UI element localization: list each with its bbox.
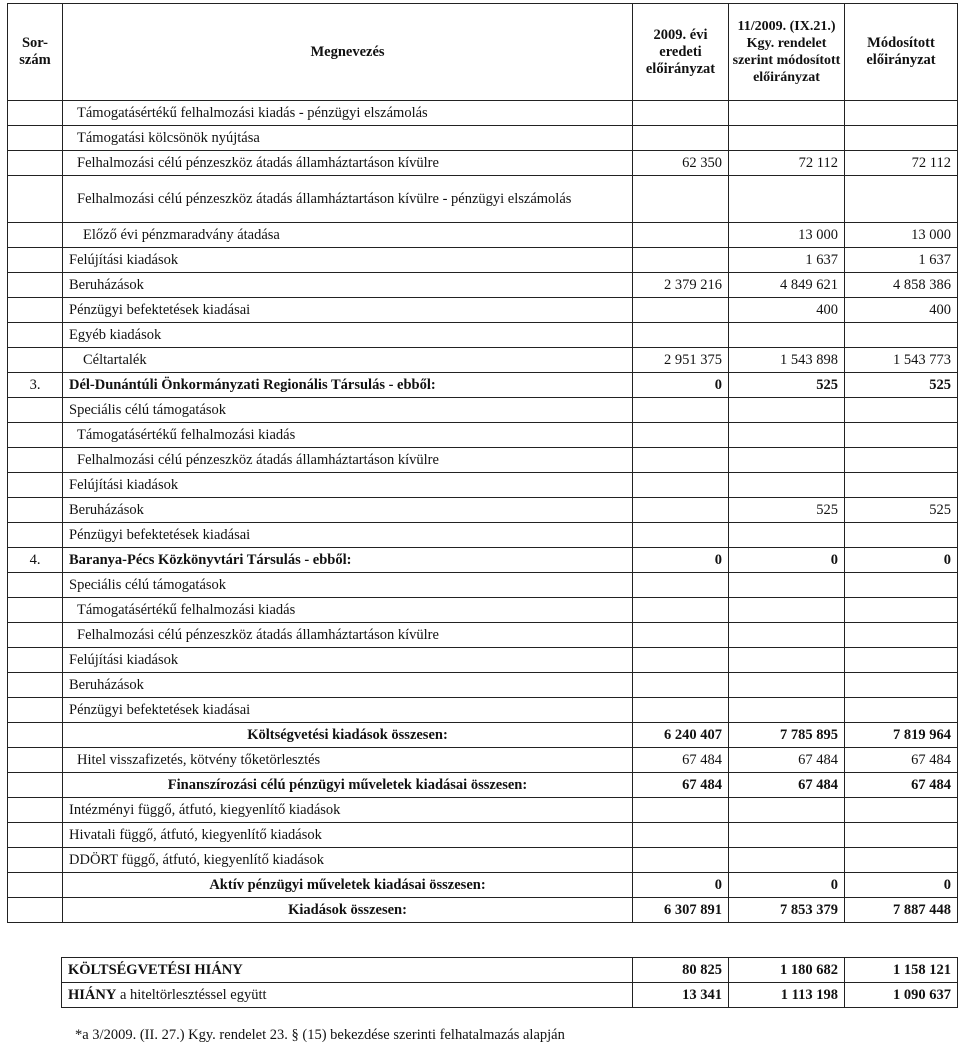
row-label: Aktív pénzügyi műveletek kiadásai összesen: — [63, 873, 633, 898]
value-modositott-rendelet — [729, 798, 845, 823]
footnote: *a 3/2009. (II. 27.) Kgy. rendelet 23. § (15) bekezdése szerinti felhatalmazás alapján — [75, 1027, 565, 1043]
table-row — [8, 848, 958, 873]
deficit-summary-table — [61, 957, 958, 1008]
summary-row — [62, 983, 958, 1008]
value-modositott: 7 887 448 — [845, 898, 958, 923]
row-label: DDÖRT függő, átfutó, kiegyenlítő kiadások — [63, 848, 633, 873]
value-modositott: 67 484 — [845, 773, 958, 798]
value-eredeti: 13 341 — [633, 983, 729, 1008]
row-label: Speciális célú támogatások — [63, 398, 633, 423]
row-number — [8, 323, 63, 348]
value-eredeti — [633, 523, 729, 548]
value-modositott-rendelet: 7 785 895 — [729, 723, 845, 748]
value-eredeti — [633, 398, 729, 423]
table-row — [8, 373, 958, 398]
row-number — [8, 248, 63, 273]
row-number — [8, 398, 63, 423]
row-number — [8, 151, 63, 176]
value-eredeti: 0 — [633, 873, 729, 898]
row-number — [8, 448, 63, 473]
row-label: Felhalmozási célú pénzeszköz átadás államháztartáson kívülre — [63, 448, 633, 473]
row-number — [8, 898, 63, 923]
row-number — [8, 748, 63, 773]
header-megnevezes: Megnevezés — [63, 4, 633, 101]
value-modositott: 0 — [845, 873, 958, 898]
table-row — [8, 823, 958, 848]
value-eredeti: 80 825 — [633, 958, 729, 983]
row-number — [8, 273, 63, 298]
value-modositott: 0 — [845, 548, 958, 573]
row-number — [8, 573, 63, 598]
value-modositott-rendelet — [729, 101, 845, 126]
value-modositott-rendelet — [729, 823, 845, 848]
value-modositott-rendelet: 13 000 — [729, 223, 845, 248]
row-number — [8, 298, 63, 323]
value-eredeti — [633, 176, 729, 223]
value-eredeti — [633, 223, 729, 248]
value-modositott: 400 — [845, 298, 958, 323]
value-modositott — [845, 623, 958, 648]
value-eredeti — [633, 848, 729, 873]
value-modositott-rendelet: 67 484 — [729, 773, 845, 798]
value-modositott — [845, 448, 958, 473]
value-modositott: 4 858 386 — [845, 273, 958, 298]
row-number — [8, 723, 63, 748]
value-modositott: 1 543 773 — [845, 348, 958, 373]
table-row — [8, 498, 958, 523]
table-row — [8, 323, 958, 348]
table-row — [8, 423, 958, 448]
table-row — [8, 448, 958, 473]
row-label: Felújítási kiadások — [63, 648, 633, 673]
value-modositott-rendelet — [729, 473, 845, 498]
value-eredeti — [633, 498, 729, 523]
value-modositott-rendelet: 400 — [729, 298, 845, 323]
value-modositott: 525 — [845, 373, 958, 398]
value-modositott — [845, 823, 958, 848]
header-eredeti: 2009. évi eredeti előirányzat — [633, 4, 729, 101]
value-eredeti: 2 379 216 — [633, 273, 729, 298]
row-number: 3. — [8, 373, 63, 398]
value-modositott — [845, 673, 958, 698]
row-number — [8, 848, 63, 873]
value-modositott-rendelet: 525 — [729, 498, 845, 523]
value-modositott-rendelet: 7 853 379 — [729, 898, 845, 923]
value-eredeti — [633, 248, 729, 273]
value-modositott-rendelet — [729, 573, 845, 598]
row-label: Pénzügyi befektetések kiadásai — [63, 523, 633, 548]
row-label: Támogatási kölcsönök nyújtása — [63, 126, 633, 151]
row-label: Hitel visszafizetés, kötvény tőketörlesztés — [63, 748, 633, 773]
summary-label — [62, 983, 633, 1008]
row-number — [8, 673, 63, 698]
value-modositott — [845, 598, 958, 623]
expenditure-table — [7, 3, 958, 923]
table-row — [8, 598, 958, 623]
row-label: Beruházások — [63, 498, 633, 523]
value-modositott-rendelet — [729, 598, 845, 623]
row-number — [8, 423, 63, 448]
row-number — [8, 623, 63, 648]
row-label: Felújítási kiadások — [63, 473, 633, 498]
value-eredeti: 0 — [633, 548, 729, 573]
row-number — [8, 773, 63, 798]
row-label: Támogatásértékű felhalmozási kiadás — [63, 423, 633, 448]
value-modositott-rendelet: 0 — [729, 548, 845, 573]
table-row — [8, 101, 958, 126]
value-eredeti — [633, 473, 729, 498]
table-row — [8, 473, 958, 498]
row-number — [8, 126, 63, 151]
value-eredeti — [633, 573, 729, 598]
value-modositott — [845, 176, 958, 223]
table-row — [8, 548, 958, 573]
row-label: Speciális célú támogatások — [63, 573, 633, 598]
row-number — [8, 648, 63, 673]
header-modositott: Módosított előirányzat — [845, 4, 958, 101]
value-modositott-rendelet — [729, 423, 845, 448]
summary-label-rest: a hiteltörlesztéssel együtt — [116, 987, 267, 1003]
value-eredeti — [633, 823, 729, 848]
row-label: Előző évi pénzmaradvány átadása — [63, 223, 633, 248]
row-label: Céltartalék — [63, 348, 633, 373]
row-number — [8, 498, 63, 523]
value-modositott-rendelet — [729, 523, 845, 548]
value-modositott — [845, 798, 958, 823]
value-modositott — [845, 473, 958, 498]
value-modositott-rendelet: 525 — [729, 373, 845, 398]
row-number — [8, 101, 63, 126]
value-modositott: 13 000 — [845, 223, 958, 248]
table-row — [8, 398, 958, 423]
value-modositott — [845, 423, 958, 448]
value-eredeti: 67 484 — [633, 773, 729, 798]
row-label: Felújítási kiadások — [63, 248, 633, 273]
value-eredeti — [633, 126, 729, 151]
value-modositott: 1 158 121 — [845, 958, 958, 983]
value-eredeti — [633, 673, 729, 698]
value-modositott-rendelet: 4 849 621 — [729, 273, 845, 298]
row-number — [8, 698, 63, 723]
value-modositott: 1 090 637 — [845, 983, 958, 1008]
value-modositott — [845, 573, 958, 598]
summary-label: KÖLTSÉGVETÉSI HIÁNY — [62, 958, 633, 983]
row-label: Pénzügyi befektetések kiadásai — [63, 698, 633, 723]
value-modositott-rendelet: 0 — [729, 873, 845, 898]
table-row — [8, 623, 958, 648]
row-number — [8, 798, 63, 823]
value-modositott-rendelet — [729, 623, 845, 648]
row-label: Felhalmozási célú pénzeszköz átadás államháztartáson kívülre - pénzügyi elszámolás — [63, 176, 633, 223]
value-modositott-rendelet — [729, 698, 845, 723]
table-row — [8, 773, 958, 798]
value-modositott: 7 819 964 — [845, 723, 958, 748]
value-modositott — [845, 126, 958, 151]
value-modositott: 1 637 — [845, 248, 958, 273]
value-eredeti — [633, 598, 729, 623]
table-row — [8, 523, 958, 548]
header-row — [8, 4, 958, 101]
value-eredeti — [633, 698, 729, 723]
row-number — [8, 223, 63, 248]
value-modositott: 72 112 — [845, 151, 958, 176]
value-eredeti — [633, 101, 729, 126]
value-eredeti — [633, 623, 729, 648]
value-modositott-rendelet — [729, 448, 845, 473]
value-eredeti — [633, 298, 729, 323]
table-row — [8, 248, 958, 273]
table-row — [8, 698, 958, 723]
table-row — [8, 648, 958, 673]
table-row — [8, 273, 958, 298]
row-label: Támogatásértékű felhalmozási kiadás - pénzügyi elszámolás — [63, 101, 633, 126]
table-row — [8, 673, 958, 698]
table-row — [8, 573, 958, 598]
row-label: Baranya-Pécs Közkönyvtári Társulás - ebből: — [63, 548, 633, 573]
row-label: Finanszírozási célú pénzügyi műveletek kiadásai összesen: — [63, 773, 633, 798]
row-number — [8, 823, 63, 848]
row-number — [8, 473, 63, 498]
value-modositott — [845, 101, 958, 126]
value-eredeti — [633, 323, 729, 348]
summary-label-bold: HIÁNY — [68, 987, 117, 1003]
value-modositott-rendelet — [729, 673, 845, 698]
row-label: Hivatali függő, átfutó, kiegyenlítő kiadások — [63, 823, 633, 848]
value-modositott-rendelet — [729, 848, 845, 873]
value-modositott-rendelet: 1 543 898 — [729, 348, 845, 373]
row-label: Pénzügyi befektetések kiadásai — [63, 298, 633, 323]
row-label: Felhalmozási célú pénzeszköz átadás államháztartáson kívülre — [63, 151, 633, 176]
table-row — [8, 898, 958, 923]
row-label: Egyéb kiadások — [63, 323, 633, 348]
value-eredeti — [633, 798, 729, 823]
row-label: Dél-Dunántúli Önkormányzati Regionális Társulás - ebből: — [63, 373, 633, 398]
table-row — [8, 298, 958, 323]
row-label: Támogatásértékű felhalmozási kiadás — [63, 598, 633, 623]
table-row — [8, 873, 958, 898]
value-eredeti — [633, 648, 729, 673]
value-modositott-rendelet — [729, 398, 845, 423]
row-number — [8, 523, 63, 548]
value-modositott — [845, 648, 958, 673]
table-row — [8, 151, 958, 176]
value-modositott — [845, 848, 958, 873]
row-number — [8, 348, 63, 373]
row-number — [8, 873, 63, 898]
table-row — [8, 348, 958, 373]
table-row — [8, 723, 958, 748]
value-eredeti — [633, 423, 729, 448]
value-modositott-rendelet — [729, 176, 845, 223]
value-modositott-rendelet — [729, 126, 845, 151]
row-label: Költségvetési kiadások összesen: — [63, 723, 633, 748]
value-modositott: 525 — [845, 498, 958, 523]
value-modositott-rendelet: 1 637 — [729, 248, 845, 273]
value-eredeti: 6 240 407 — [633, 723, 729, 748]
value-modositott — [845, 523, 958, 548]
row-label: Beruházások — [63, 673, 633, 698]
value-eredeti — [633, 448, 729, 473]
value-modositott — [845, 323, 958, 348]
value-modositott — [845, 698, 958, 723]
row-label: Beruházások — [63, 273, 633, 298]
table-row — [8, 126, 958, 151]
table-row — [8, 748, 958, 773]
table-row — [8, 176, 958, 223]
value-eredeti: 2 951 375 — [633, 348, 729, 373]
header-sorszam: Sor-szám — [8, 4, 63, 101]
value-modositott — [845, 398, 958, 423]
value-eredeti: 6 307 891 — [633, 898, 729, 923]
row-number — [8, 176, 63, 223]
value-modositott-rendelet: 67 484 — [729, 748, 845, 773]
value-eredeti: 0 — [633, 373, 729, 398]
value-modositott: 67 484 — [845, 748, 958, 773]
value-modositott-rendelet — [729, 648, 845, 673]
value-eredeti: 67 484 — [633, 748, 729, 773]
value-modositott-rendelet: 1 180 682 — [729, 958, 845, 983]
row-label: Felhalmozási célú pénzeszköz átadás államháztartáson kívülre — [63, 623, 633, 648]
row-number — [8, 598, 63, 623]
row-label: Kiadások összesen: — [63, 898, 633, 923]
value-modositott-rendelet — [729, 323, 845, 348]
summary-row — [62, 958, 958, 983]
value-modositott-rendelet: 72 112 — [729, 151, 845, 176]
row-number: 4. — [8, 548, 63, 573]
value-eredeti: 62 350 — [633, 151, 729, 176]
table-row — [8, 798, 958, 823]
row-label: Intézményi függő, átfutó, kiegyenlítő kiadások — [63, 798, 633, 823]
value-modositott-rendelet: 1 113 198 — [729, 983, 845, 1008]
table-row — [8, 223, 958, 248]
header-modositott-rendelet: 11/2009. (IX.21.) Kgy. rendelet szerint módosított előirányzat — [729, 4, 845, 101]
